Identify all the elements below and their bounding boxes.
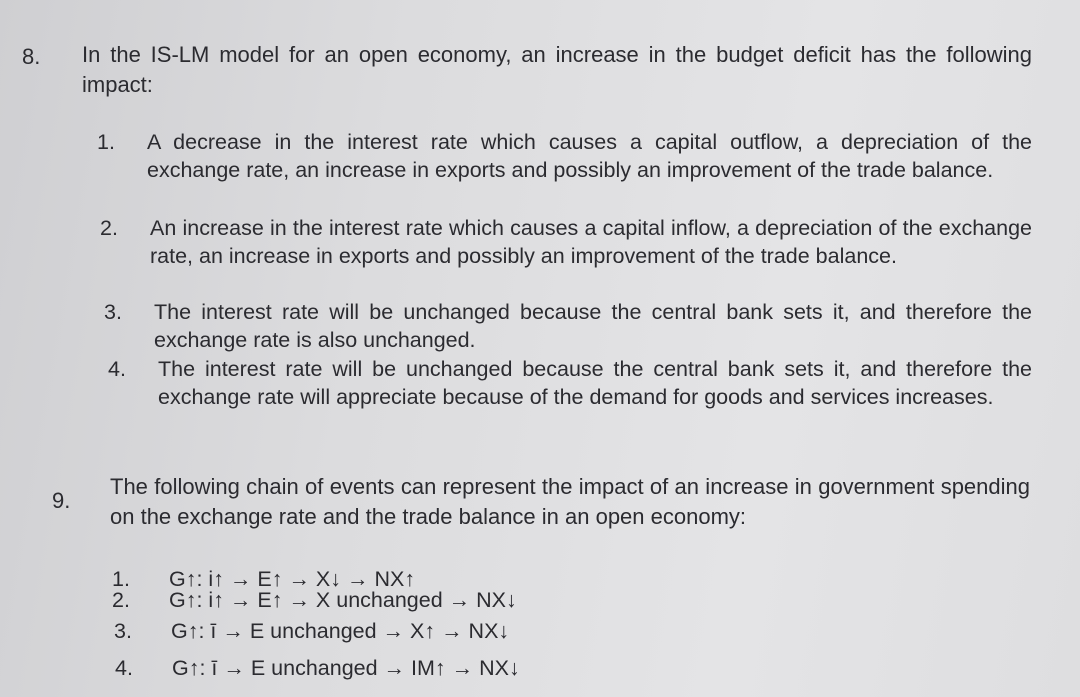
question-8-stem: In the IS-LM model for an open economy, an increase in the budget deficit has the following impact: [82, 42, 1032, 97]
question-9-stem: The following chain of events can represent the impact of an increase in government spending on the exchange rate and the trade balance in an open economy: [110, 474, 1030, 529]
option-text: The interest rate will be unchanged because the central bank sets it, and therefore the exchange rate is also unchanged. [154, 300, 1032, 352]
option-number: 1. [112, 567, 130, 591]
option-number: 4. [108, 357, 126, 381]
question-9-option-2 [112, 586, 517, 614]
option-text: The interest rate will be unchanged because the central bank sets it, and therefore the exchange rate will appreciate because of the demand for goods and services increases. [158, 357, 1032, 409]
option-text: An increase in the interest rate which causes a capital inflow, a depreciation of the exchange rate, an increase in exports and possibly an improvement of the trade balance. [150, 216, 1032, 268]
option-text: G↑: ī → E unchanged → X↑ → NX↓ [171, 619, 510, 643]
question-8-option-1 [97, 128, 1032, 184]
option-number: 2. [112, 588, 130, 612]
option-number: 2. [100, 216, 118, 240]
option-text: A decrease in the interest rate which causes a capital outflow, a depreciation of the exchange rate, an increase in exports and possibly an improvement of the trade balance. [147, 130, 1032, 182]
question-8-option-2 [100, 214, 1032, 270]
question-9-number: 9. [52, 488, 71, 513]
option-number: 3. [104, 300, 122, 324]
question-9-option-4 [115, 654, 520, 682]
option-text: G↑: i↑ → E↑ → X↓ → NX↑ [169, 567, 416, 591]
option-number: 3. [114, 619, 132, 643]
question-9-option-3 [114, 617, 509, 645]
question-8-number: 8. [22, 44, 41, 69]
option-number: 4. [115, 656, 133, 680]
question-8-option-3 [104, 298, 1032, 354]
option-text: G↑: i↑ → E↑ → X unchanged → NX↓ [169, 588, 517, 612]
option-text: G↑: ī → E unchanged → IM↑ → NX↓ [172, 656, 520, 680]
question-8-option-4 [108, 355, 1032, 411]
option-number: 1. [97, 130, 115, 154]
